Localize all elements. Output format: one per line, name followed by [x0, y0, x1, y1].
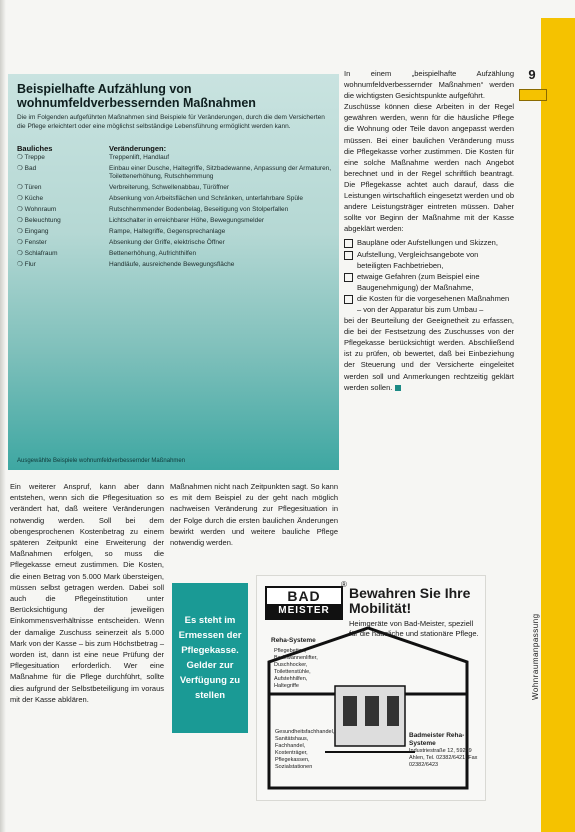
ad-brand-left: Reha-Systeme — [271, 637, 316, 644]
measure-area: ❍ Flur — [17, 261, 36, 268]
measure-text: Absenkung der Griffe, elektrische Öffner — [109, 239, 225, 246]
box-intro: Die im Folgenden aufgeführten Maßnahmen sind Beispiele für Veränderungen, durch die dem Versicherten die Pflege erleichtert oder eine möglichst selbständige Lebensführung ermöglicht werden kann. — [17, 114, 325, 130]
checklist-text: Baupläne oder Aufstellungen und Skizzen, — [357, 238, 498, 248]
measure-row — [17, 261, 333, 269]
ad-address-text: Industriestraße 12, 59229 Ahlen, Tel. 02382/6421, Fax 02382/6423 — [409, 748, 478, 768]
checklist-text: etwaige Gefahren (zum Beispiel eine Baugenehmigung) der Maßnahme, — [357, 271, 480, 292]
checklist-item — [344, 271, 514, 293]
measure-row — [17, 217, 333, 225]
measure-area: ❍ Beleuchtung — [17, 217, 61, 224]
logo-top-text: BAD — [287, 588, 321, 604]
measure-row — [17, 165, 333, 181]
ad-address-brand: Badmeister Reha-Systeme — [409, 732, 465, 747]
checkbox-icon — [344, 239, 353, 248]
column-header-area: Bauliches — [17, 144, 53, 153]
measure-text: Absenkung von Arbeitsflächen und Schränken, unterfahrbare Spüle — [109, 195, 304, 202]
checklist-text: die Kosten für die vorgesehenen Maßnahmen – von der Apparatur bis zum Umbau – — [357, 293, 510, 314]
checkbox-icon — [344, 251, 353, 260]
info-box — [8, 74, 339, 470]
checkbox-icon — [344, 273, 353, 282]
ad-address — [409, 732, 479, 769]
section-strip — [541, 18, 575, 832]
checklist — [344, 237, 514, 315]
right-column — [344, 68, 514, 393]
measure-text: Bettenerhöhung, Aufrichthilfen — [109, 250, 197, 257]
measure-area: ❍ Türen — [17, 184, 42, 191]
body-column-1 — [10, 481, 164, 705]
measure-row — [17, 239, 333, 247]
measure-text: Rampe, Haltegriffe, Gegensprechanlage — [109, 228, 226, 235]
box-footnote: Ausgewählte Beispiele wohnumfeldverbessernder Maßnahmen — [17, 458, 186, 464]
measure-area: ❍ Wohnraum — [17, 206, 57, 213]
measure-text: Verbreiterung, Schwellenabbau, Türöffner — [109, 184, 230, 191]
measure-area: ❍ Eingang — [17, 228, 49, 235]
box-title: Beispielhafte Aufzählung von wohnumfeldverbessernden Maßnahmen — [17, 82, 256, 110]
measure-row — [17, 206, 333, 214]
body-column-1-text: Ein weiterer Anspruf, kann aber dann entstehen, wenn sich die Pflegesituation so verändert hat, daß weitere Veränderungen notwendig werden. Soll bei dem obengesprochenen Kostenbetrag zu einem späteren Zeitpunkt eine Erweiterung der Maßnahmen erfolgen, so muss die Pflegekasse erneut zustimmen. Die Kosten, die einen Betrag von 5.000 Mark übersteigen, müssen selbst getragen werden. Dabei soll auch die Pflegeinstitution unter Berücksichtigung der jeweiligen Einkommensverhältnisse entscheiden. Wenn der damalige Zuschuss seinerzeit als 5.000 Mark von der Kasse – bis zum Höchstbetrag – worden ist, dann ist eine neue Prüfung der Pflegesituation erforderlich. Wer eine Maßnahme für die Pflege durchführt, sollte dies aufgrund der Selbstbeteiligung im voraus mit der Kasse abklären. — [10, 482, 164, 704]
measure-text: Lichtschalter in erreichbarer Höhe, Bewegungsmelder — [109, 217, 264, 224]
right-paragraph-1: In einem „beispielhafte Aufzählung wohnumfeldverbessernder Maßnahmen“ werden die wichtigsten Gesichtspunkte aufgeführt. — [344, 69, 514, 101]
brand-logo — [265, 586, 343, 620]
section-label: Wohnraumanpassung — [531, 613, 540, 700]
measure-area: ❍ Küche — [17, 195, 44, 202]
ad-products: Pflegebetten, Badewannenlifter, Duschhocker, Toilettenstühle, Aufstehhilfen, Haltegriffe — [274, 648, 318, 689]
callout-box — [172, 583, 248, 733]
right-paragraph-3-text: bei der Beurteilung der Geeignetheit zu erfassen, die bei der Festsetzung des Zuschusses von der Pflegekasse berücksichtigt werden. Abschließend ist zu prüfen, ob bewertet, daß bei Einbeziehung der Steuerung und der Versicherte eingeleitet werden soll und Anmerkungen rechtzeitig geklärt werden sollen. — [344, 316, 514, 392]
checklist-item — [344, 293, 514, 315]
body-column-2 — [170, 481, 338, 548]
measures-list — [17, 154, 333, 272]
advertisement — [256, 575, 486, 801]
checkbox-icon — [344, 295, 353, 304]
measure-text: Handläufe, ausreichende Bewegungsfläche — [109, 261, 235, 268]
measure-area: ❍ Bad — [17, 165, 37, 172]
measure-row — [17, 184, 333, 192]
measure-row — [17, 154, 333, 162]
checklist-text: Aufstellung, Vergleichsangebote von beteiligten Fachbetrieben, — [357, 249, 479, 270]
checklist-item — [344, 249, 514, 271]
page-edge — [0, 0, 6, 832]
body-column-2-text: Maßnahmen nicht nach Zeitpunkten sagt. So kann es mit dem Beispiel zu der geht nach möglich nachweisen Veränderung zur Pflegesituation in der Folge durch die ersten baulichen Änderungen bewirkt werden und weitere bauliche Pflege notwendig werden. — [170, 482, 338, 548]
column-header-measures: Veränderungen: — [109, 144, 167, 153]
measure-text: Einbau einer Dusche, Haltegriffe, Sitzbadewanne, Anpassung der Armaturen, Toilettenerhöhung, Rutschhemmung — [109, 165, 332, 180]
measure-row — [17, 195, 333, 203]
ad-partners: Gesundheitsfachhandel, Sanitätshaus, Fachhandel, Kostenträger, Pflegekassen, Sozialstationen — [275, 729, 335, 770]
measure-row — [17, 250, 333, 258]
measure-area: ❍ Schlafraum — [17, 250, 58, 257]
page-number: 9 — [528, 67, 536, 82]
logo-bottom-text: MEISTER — [267, 604, 341, 618]
measure-area: ❍ Fenster — [17, 239, 47, 246]
right-paragraph-2: Zuschüsse können diese Arbeiten in der Regel gewähren werden, wenn für die häusliche Pflege die Wohnung oder Teile davon angepasst werden müssen. Bei einer baulichen Veränderung muss die Pflegekasse vorher zustimmen. Die Kosten für eine solche Maßnahme werden nach Angebot berechnet und in der Regel schriftlich beantragt. Die Pflegekasse achtet auch darauf, dass die Leistungen wirtschaftlich eingesetzt werden und ob andere Leistungsträger eintreten müssen. Daher sollte vor Beginn der Maßnahme mit der Kasse abgeklärt werden: — [344, 102, 514, 234]
checklist-item — [344, 237, 514, 248]
callout-text: Es steht im Ermessen der Pflegekasse. Gelder zur Verfügung zu stellen — [178, 615, 242, 701]
ad-headline: Bewahren Sie Ihre Mobilität! — [349, 585, 471, 616]
section-tab — [519, 89, 547, 101]
right-paragraph-3 — [344, 315, 514, 393]
measure-area: ❍ Treppe — [17, 154, 45, 161]
measure-row — [17, 228, 333, 236]
measure-text: Treppenlift, Handlauf — [109, 154, 170, 161]
ad-subtext: Heimgeräte von Bad-Meister, speziell für die häusliche und stationäre Pflege. — [349, 619, 479, 638]
end-mark-icon — [395, 385, 401, 391]
measure-text: Rutschhemmender Bodenbelag, Beseitigung von Stolperfallen — [109, 206, 289, 213]
registered-mark: ® — [341, 580, 347, 589]
